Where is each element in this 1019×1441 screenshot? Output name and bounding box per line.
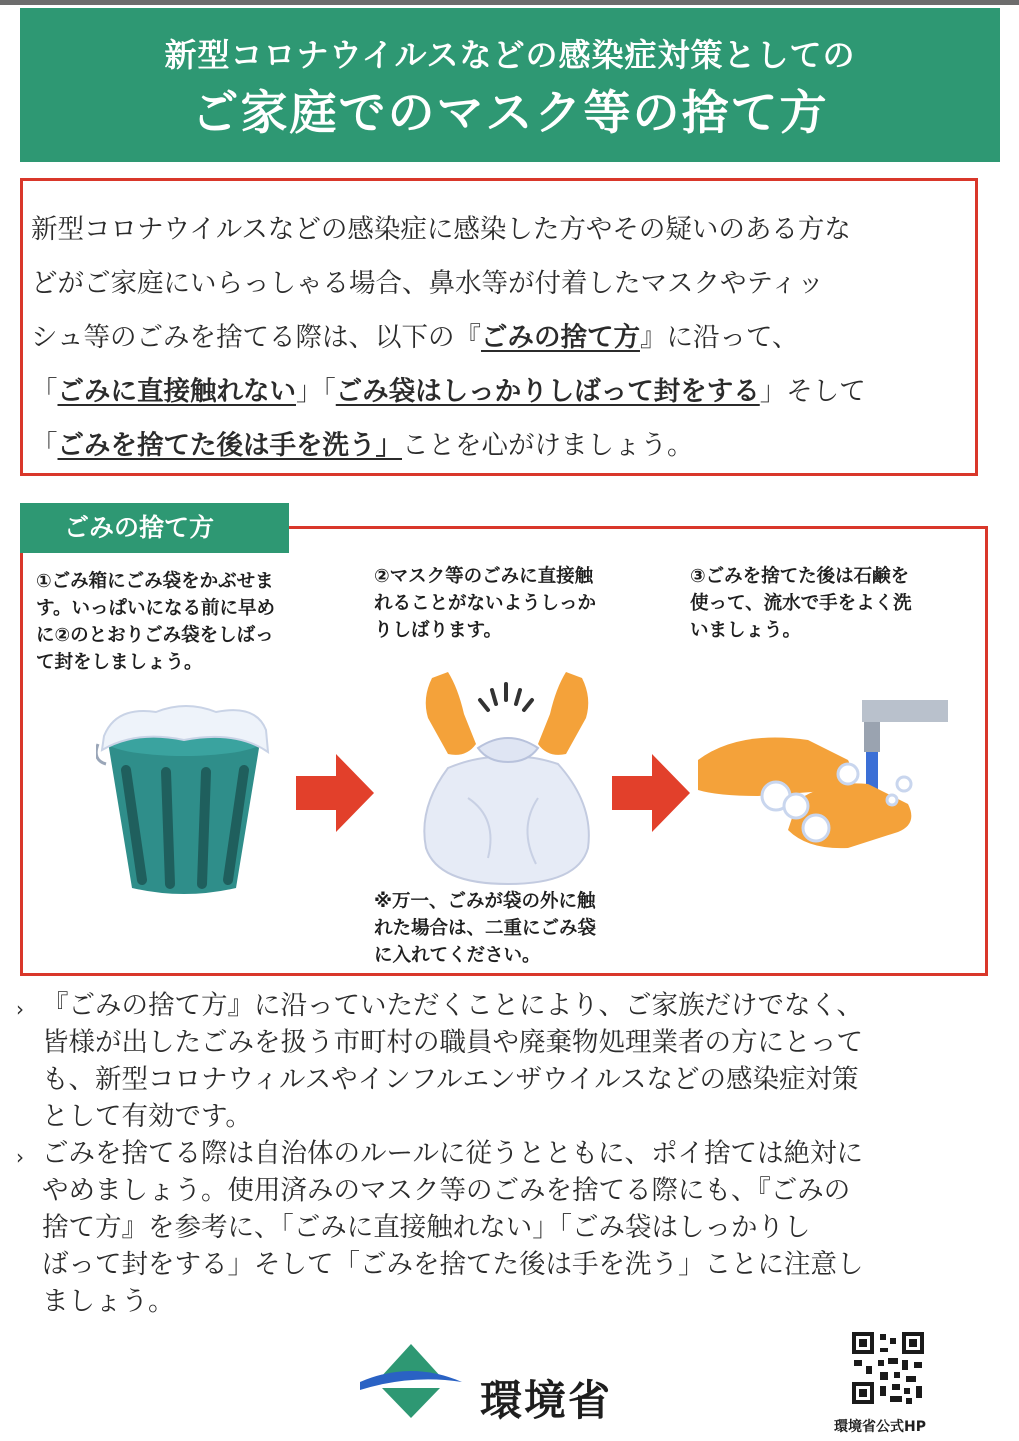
step-1-text bbox=[36, 568, 275, 676]
ministry-name: 環境省 bbox=[480, 1376, 613, 1425]
bullet-marker-icon: › bbox=[16, 997, 24, 1021]
arrow-right-icon bbox=[612, 754, 690, 832]
step-line: ③ごみを捨てた後は石鹸を bbox=[690, 566, 910, 587]
ministry-logo-icon bbox=[356, 1340, 466, 1420]
warning-note bbox=[374, 888, 596, 969]
intro-line-4 bbox=[31, 369, 866, 408]
step-line: に②のとおりごみ袋をしばっ bbox=[36, 625, 274, 646]
step-3-text bbox=[690, 563, 912, 644]
intro-text: 「 bbox=[31, 430, 58, 461]
bullet-list bbox=[16, 987, 992, 1320]
note-line: に入れてください。 bbox=[374, 945, 541, 966]
bullet-line: やめましょう。使用済みのマスク等のごみを捨てる際にも、『ごみの bbox=[42, 1175, 851, 1206]
intro-line-5 bbox=[31, 423, 694, 462]
header-banner bbox=[20, 8, 1000, 162]
bullet-line: も、新型コロナウィルスやインフルエンザウイルスなどの感染症対策 bbox=[42, 1064, 859, 1095]
intro-text: 』に沿って、 bbox=[639, 322, 799, 353]
intro-text: ことを心がけましょう。 bbox=[402, 430, 694, 461]
intro-text: 」そして bbox=[759, 376, 866, 407]
arrow-right-icon bbox=[296, 754, 374, 832]
qr-label: 環境省公式HP bbox=[834, 1419, 926, 1435]
bullet-line: 『ごみの捨て方』に沿っていただくことにより、ご家族だけでなく、 bbox=[42, 990, 863, 1021]
bullet-line: 皆様が出したごみを扱う市町村の職員や廃棄物処理業者の方にとって bbox=[42, 1027, 863, 1058]
step-line: いましょう。 bbox=[690, 620, 802, 641]
trash-bin-icon bbox=[96, 700, 272, 900]
bullet-line: 捨て方』を参考に、「ごみに直接触れない」「ごみ袋はしっかりし bbox=[42, 1212, 811, 1243]
step-line: 使って、流水で手をよく洗 bbox=[690, 593, 912, 614]
bullet-line: ごみを捨てる際は自治体のルールに従うとともに、ポイ捨ては絶対に bbox=[42, 1138, 863, 1169]
qr-code-icon[interactable] bbox=[850, 1330, 926, 1406]
intro-text: 「 bbox=[31, 376, 58, 407]
step-line: ①ごみ箱にごみ袋をかぶせま bbox=[36, 571, 274, 592]
intro-emphasis: ごみを捨てた後は手を洗う」 bbox=[57, 430, 402, 461]
bullet-line: として有効です。 bbox=[42, 1101, 252, 1132]
step-line: りしばります。 bbox=[374, 620, 503, 641]
step-line: ②マスク等のごみに直接触 bbox=[374, 566, 594, 587]
bullet-line: ましょう。 bbox=[42, 1286, 175, 1317]
step-line: す。いっぱいになる前に早め bbox=[36, 598, 276, 619]
header-subtitle: 新型コロナウイルスなどの感染症対策としての bbox=[164, 36, 856, 74]
bullet-item-1 bbox=[16, 987, 992, 1135]
intro-emphasis: ごみ袋はしっかりしばって封をする bbox=[335, 376, 760, 407]
method-tab: ごみの捨て方 bbox=[20, 503, 289, 553]
intro-line-1: 新型コロナウイルスなどの感染症に感染した方やその疑いのある方な bbox=[31, 214, 851, 245]
intro-emphasis: ごみの捨て方 bbox=[480, 322, 640, 353]
intro-line-3 bbox=[31, 315, 798, 354]
step-line: れることがないようしっか bbox=[374, 593, 597, 614]
tied-bag-icon bbox=[418, 658, 596, 890]
intro-emphasis: ごみに直接触れない bbox=[57, 376, 296, 407]
step-line: て封をしましょう。 bbox=[36, 652, 203, 673]
top-border bbox=[0, 0, 1019, 5]
bullet-line: ばって封をする」そして「ごみを捨てた後は手を洗う」ことに注意し bbox=[42, 1249, 864, 1280]
bullet-marker-icon: › bbox=[16, 1145, 24, 1169]
intro-line-2: どがご家庭にいらっしゃる場合、鼻水等が付着したマスクやティッ bbox=[31, 268, 824, 299]
note-line: ※万一、ごみが袋の外に触 bbox=[374, 891, 596, 912]
note-line: れた場合は、二重にごみ袋 bbox=[374, 918, 597, 939]
header-title: ご家庭でのマスク等の捨て方 bbox=[191, 86, 829, 141]
step-2-text bbox=[374, 563, 596, 644]
bullet-item-2 bbox=[16, 1135, 992, 1320]
intro-text: 」「 bbox=[296, 376, 336, 407]
hand-washing-icon bbox=[698, 700, 948, 860]
intro-text: シュ等のごみを捨てる際は、以下の『 bbox=[31, 322, 481, 353]
intro-box bbox=[20, 178, 978, 476]
